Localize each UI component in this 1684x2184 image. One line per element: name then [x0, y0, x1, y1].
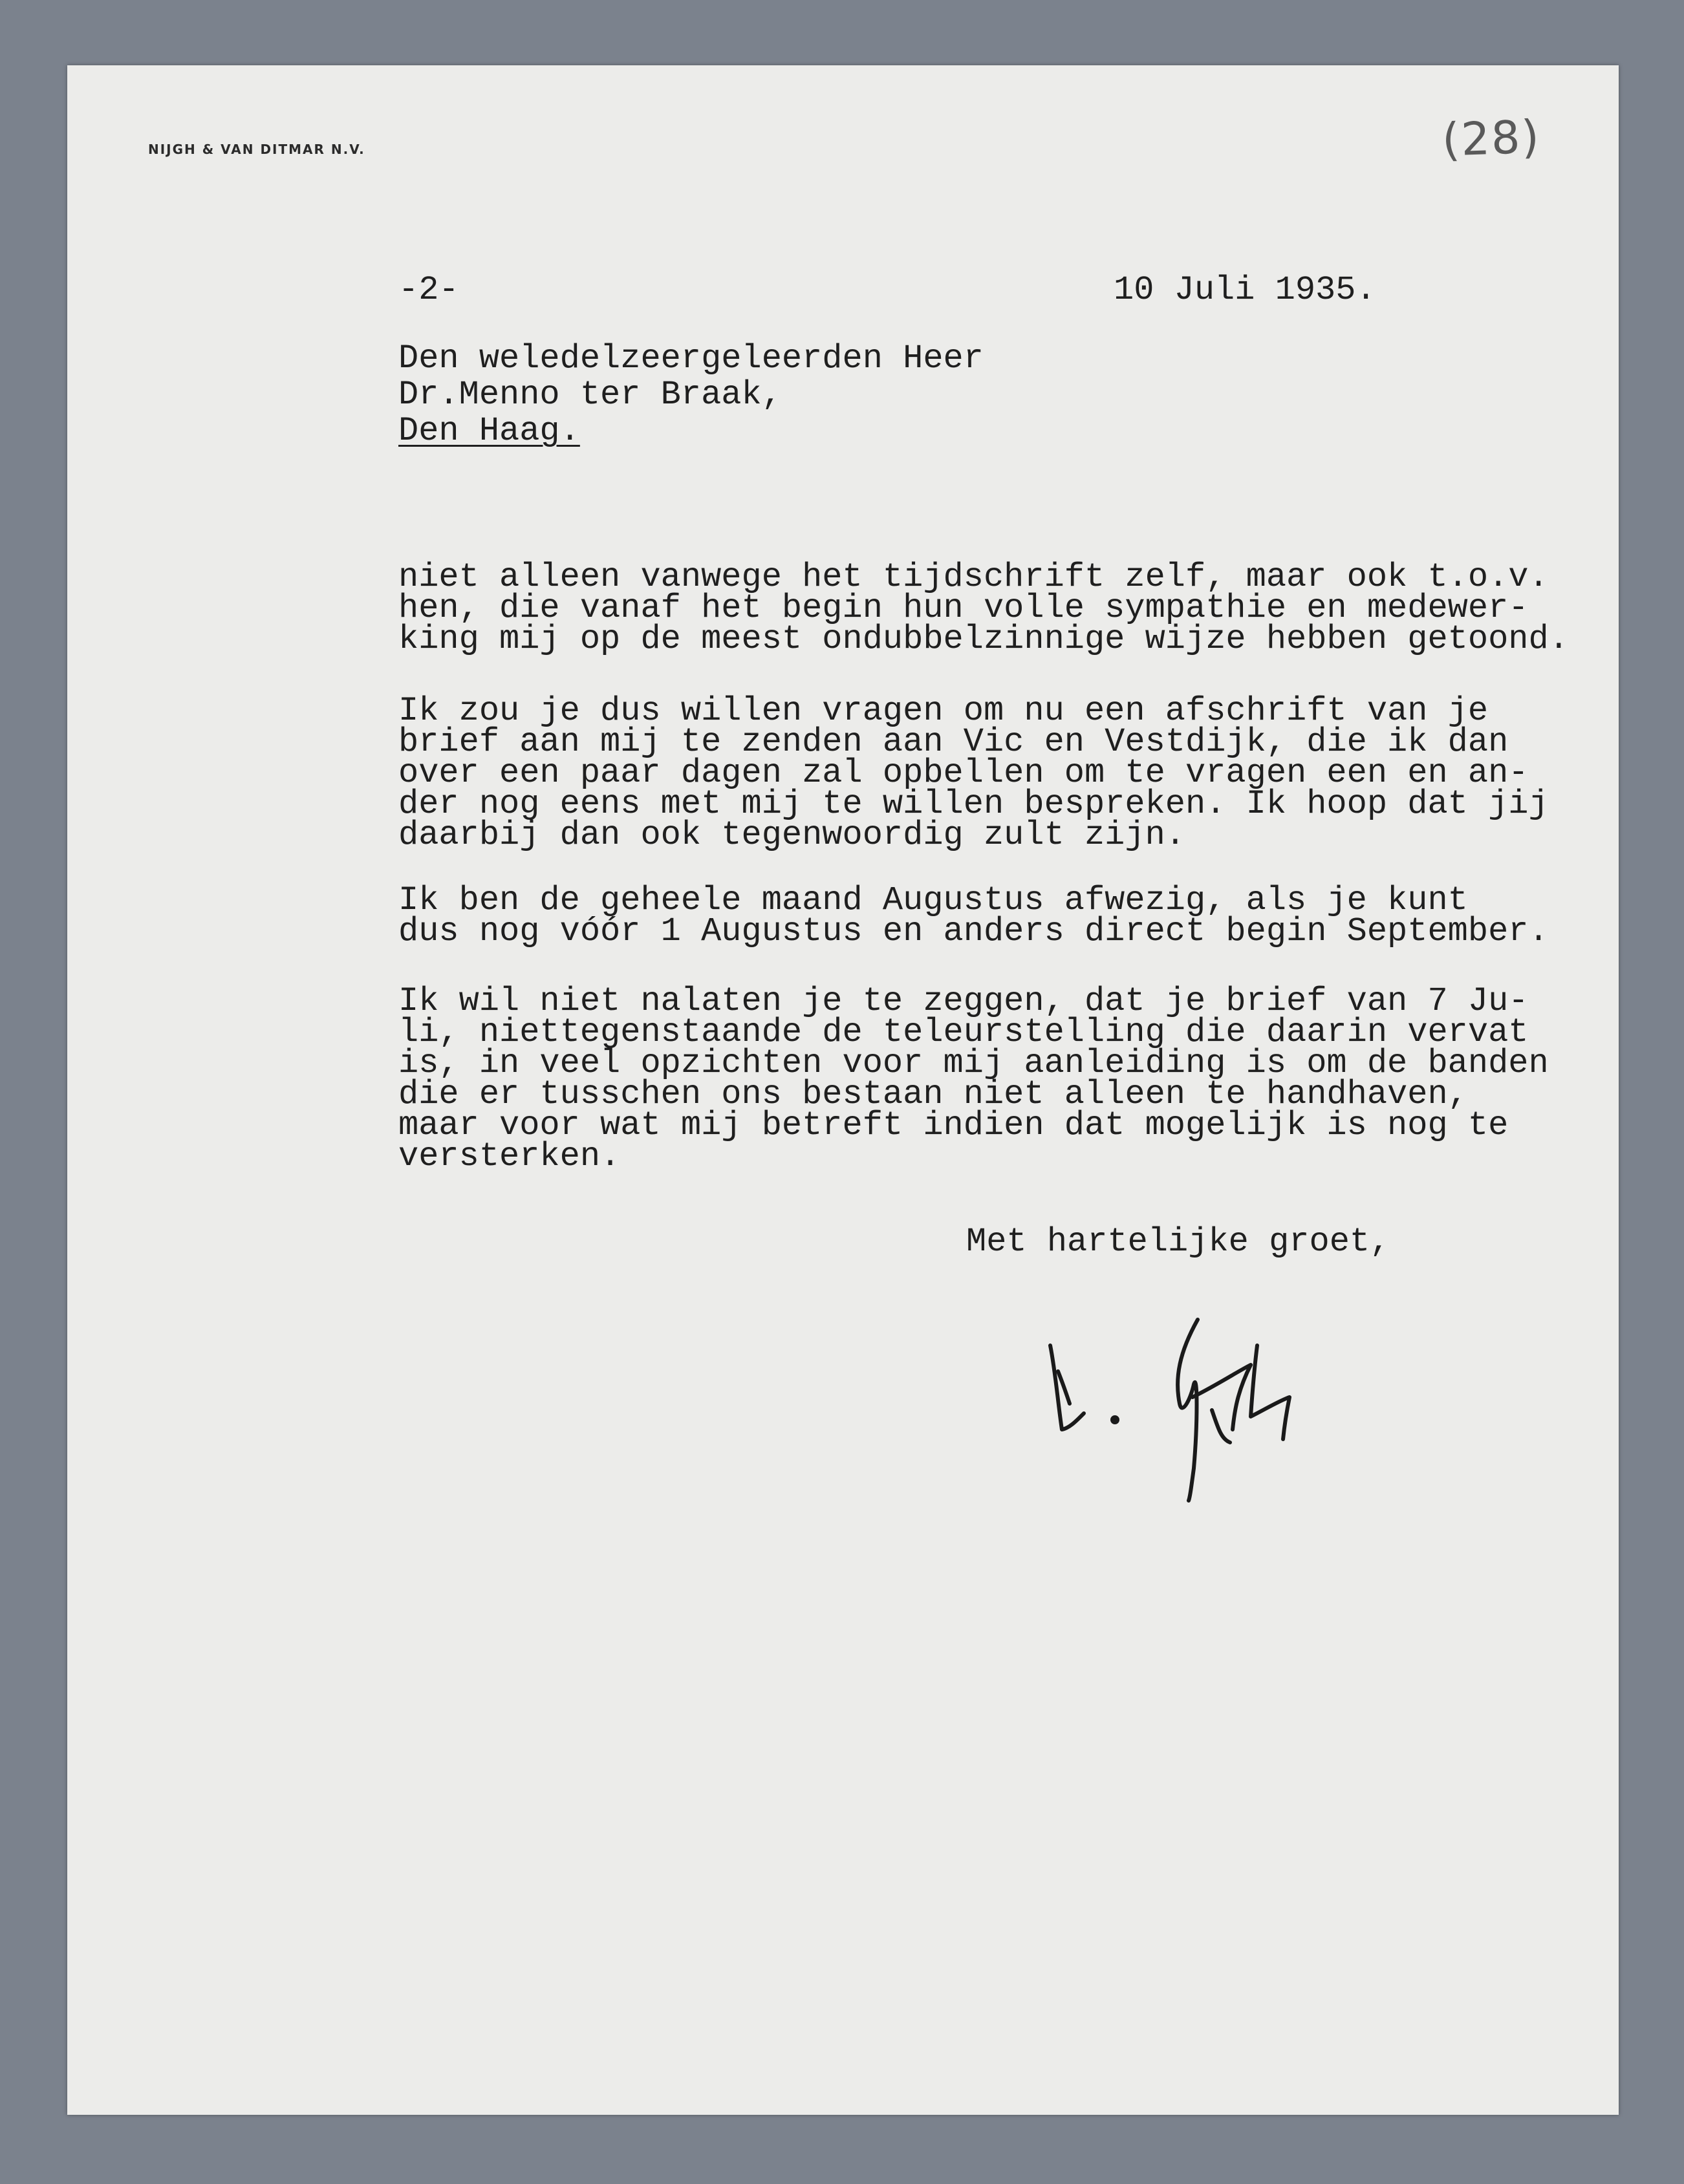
- closing-greeting: Met hartelijke groet,: [966, 1223, 1390, 1261]
- letterhead: NIJGH & VAN DITMAR N.V.: [148, 142, 365, 157]
- letter-date: 10 Juli 1935.: [1114, 271, 1376, 309]
- address-line-name: Dr.Menno ter Braak,: [398, 376, 782, 414]
- address-line-salutation: Den weledelzeergeleerden Heer: [398, 339, 984, 378]
- recipient-address: [398, 341, 984, 449]
- body-paragraph-4: Ik wil niet nalaten je te zeggen, dat je brief van 7 Ju- li, niettegenstaande de teleurstelling die daarin vervat is, in veel opzichten voor mij aanleiding is om de banden die er tusschen ons bestaan niet alleen te handhaven, maar voor wat mij betreft indien dat mogelijk is nog te versterken.: [398, 982, 1549, 1175]
- body-paragraph-2: Ik zou je dus willen vragen om nu een afschrift van je brief aan mij te zenden aan Vic en Vestdijk, die ik dan over een paar dagen zal opbellen om te vragen een en an- der nog eens met mij te willen bespreken. Ik hoop dat jij daarbij dan ook tegenwoordig zult zijn.: [398, 692, 1549, 854]
- page-number: -2-: [398, 271, 459, 309]
- address-line-city: Den Haag.: [398, 412, 580, 450]
- letter-page: [67, 65, 1619, 2115]
- handwritten-signature: [1024, 1274, 1322, 1546]
- body-paragraph-3: Ik ben de geheele maand Augustus afwezig, als je kunt dus nog vóór 1 Augustus en anders direct begin September.: [398, 881, 1549, 950]
- body-paragraph-1: niet alleen vanwege het tijdschrift zelf, maar ook t.o.v. hen, die vanaf het begin hun volle sympathie en medewer- king mij op de meest ondubbelzinnige wijze hebben getoond.: [398, 558, 1569, 658]
- archive-number: (28): [1441, 110, 1542, 167]
